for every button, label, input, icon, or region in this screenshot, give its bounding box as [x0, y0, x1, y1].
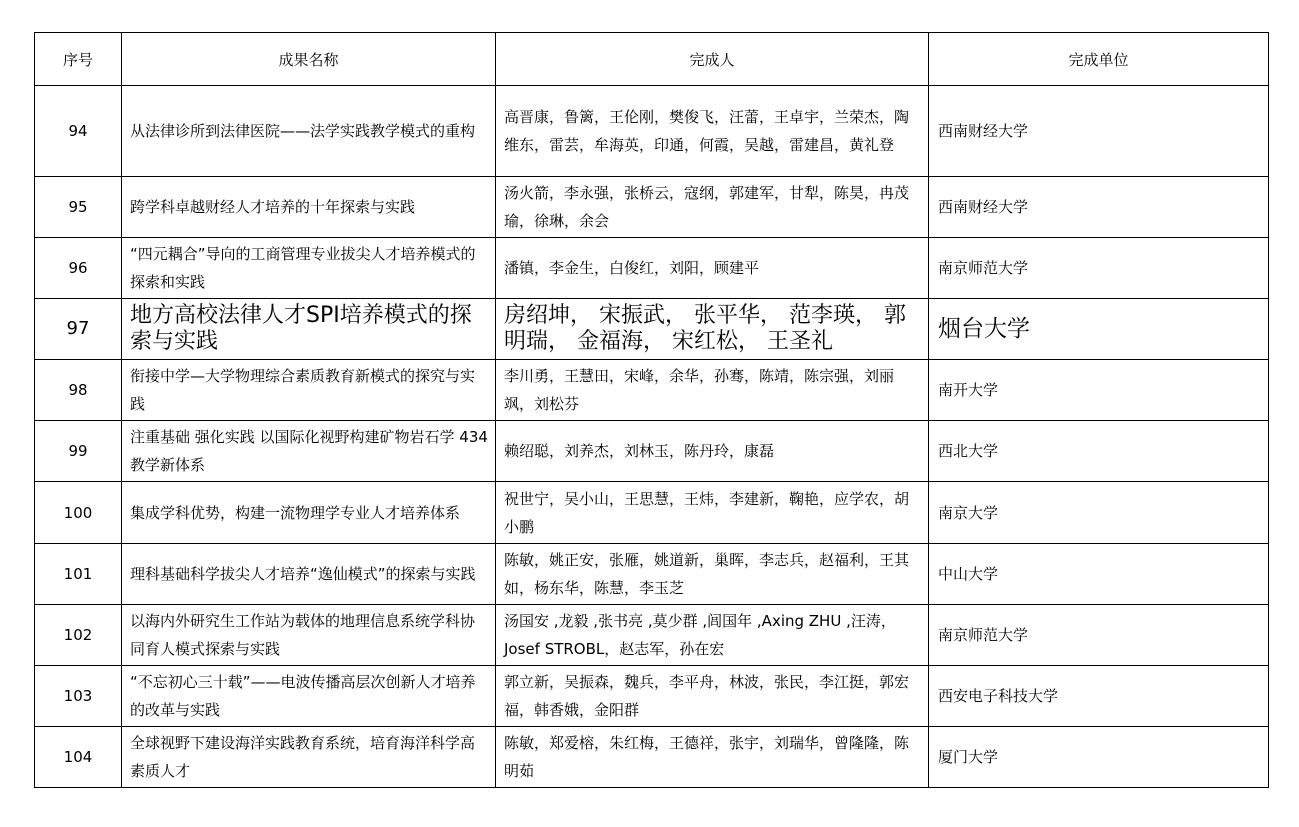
row-people: 郭立新，吴振森，魏兵，李平舟，林波，张民，李江挺，郭宏福，韩香娥，金阳群 — [496, 666, 929, 727]
row-people: 潘镇，李金生，白俊红，刘阳，顾建平 — [496, 238, 929, 299]
row-name: 跨学科卓越财经人才培养的十年探索与实践 — [122, 177, 496, 238]
row-people: 陈敏，郑爱榕，朱红梅，王德祥，张宇，刘瑞华，曾隆隆，陈明茹 — [496, 727, 929, 788]
table-row — [35, 238, 1269, 299]
row-name: “四元耦合”导向的工商管理专业拔尖人才培养模式的探索和实践 — [122, 238, 496, 299]
row-people: 祝世宁，吴小山，王思慧，王炜，李建新，鞠艳，应学农，胡小鹏 — [496, 482, 929, 544]
row-unit: 西南财经大学 — [929, 86, 1269, 177]
row-name: 衔接中学—大学物理综合素质教育新模式的探究与实践 — [122, 360, 496, 421]
row-unit: 烟台大学 — [929, 299, 1269, 360]
row-name: 全球视野下建设海洋实践教育系统，培育海洋科学高素质人才 — [122, 727, 496, 788]
row-people: 陈敏，姚正安，张雁，姚道新，巢晖，李志兵，赵福利，王其如，杨东华，陈慧，李玉芝 — [496, 544, 929, 605]
row-people: 高晋康，鲁篱，王伦刚，樊俊飞，汪蕾，王卓宇，兰荣杰，陶维东，雷芸，牟海英，印通，何霞，吴越，雷建昌，黄礼登 — [496, 86, 929, 177]
row-name: 注重基础 强化实践 以国际化视野构建矿物岩石学 434 教学新体系 — [122, 421, 496, 482]
row-unit: 南京师范大学 — [929, 605, 1269, 666]
header-row — [35, 33, 1269, 86]
row-index: 95 — [35, 177, 122, 238]
row-name: 以海内外研究生工作站为载体的地理信息系统学科协同育人模式探索与实践 — [122, 605, 496, 666]
row-index: 97 — [35, 299, 122, 360]
row-index: 98 — [35, 360, 122, 421]
row-index: 94 — [35, 86, 122, 177]
row-index: 102 — [35, 605, 122, 666]
row-name: “不忘初心三十载”——电波传播高层次创新人才培养的改革与实践 — [122, 666, 496, 727]
table-row — [35, 727, 1269, 788]
table-row — [35, 482, 1269, 544]
row-unit: 南开大学 — [929, 360, 1269, 421]
table-row — [35, 177, 1269, 238]
row-unit: 厦门大学 — [929, 727, 1269, 788]
row-name: 理科基础科学拔尖人才培养“逸仙模式”的探索与实践 — [122, 544, 496, 605]
header-name: 成果名称 — [122, 33, 496, 86]
row-index: 96 — [35, 238, 122, 299]
row-index: 103 — [35, 666, 122, 727]
row-unit: 西南财经大学 — [929, 177, 1269, 238]
row-index: 104 — [35, 727, 122, 788]
header-unit: 完成单位 — [929, 33, 1269, 86]
row-name: 集成学科优势，构建一流物理学专业人才培养体系 — [122, 482, 496, 544]
table-row — [35, 544, 1269, 605]
table-row — [35, 86, 1269, 177]
table-row — [35, 360, 1269, 421]
row-unit: 中山大学 — [929, 544, 1269, 605]
table-row — [35, 605, 1269, 666]
row-people: 汤国安 ,龙毅 ,张书亮 ,莫少群 ,闾国年 ,Axing ZHU ,汪涛，Josef STROBL，赵志军，孙在宏 — [496, 605, 929, 666]
row-people: 房绍坤， 宋振武， 张平华， 范李瑛， 郭明瑞， 金福海， 宋红松， 王圣礼 — [496, 299, 929, 360]
row-unit: 西安电子科技大学 — [929, 666, 1269, 727]
row-index: 100 — [35, 482, 122, 544]
table-row — [35, 421, 1269, 482]
header-people: 完成人 — [496, 33, 929, 86]
row-people: 汤火箭，李永强，张桥云，寇纲，郭建军，甘犁，陈昊，冉茂瑜，徐琳，余会 — [496, 177, 929, 238]
table-row — [35, 666, 1269, 727]
table-row — [35, 299, 1269, 360]
row-index: 101 — [35, 544, 122, 605]
row-name: 地方高校法律人才SPI培养模式的探索与实践 — [122, 299, 496, 360]
awards-table — [34, 32, 1269, 788]
row-name: 从法律诊所到法律医院——法学实践教学模式的重构 — [122, 86, 496, 177]
row-people: 李川勇，王慧田，宋峰，余华，孙骞，陈靖，陈宗强，刘丽飒，刘松芬 — [496, 360, 929, 421]
row-people: 赖绍聪，刘养杰，刘林玉，陈丹玲，康磊 — [496, 421, 929, 482]
header-index: 序号 — [35, 33, 122, 86]
row-unit: 西北大学 — [929, 421, 1269, 482]
row-unit: 南京师范大学 — [929, 238, 1269, 299]
row-index: 99 — [35, 421, 122, 482]
row-unit: 南京大学 — [929, 482, 1269, 544]
